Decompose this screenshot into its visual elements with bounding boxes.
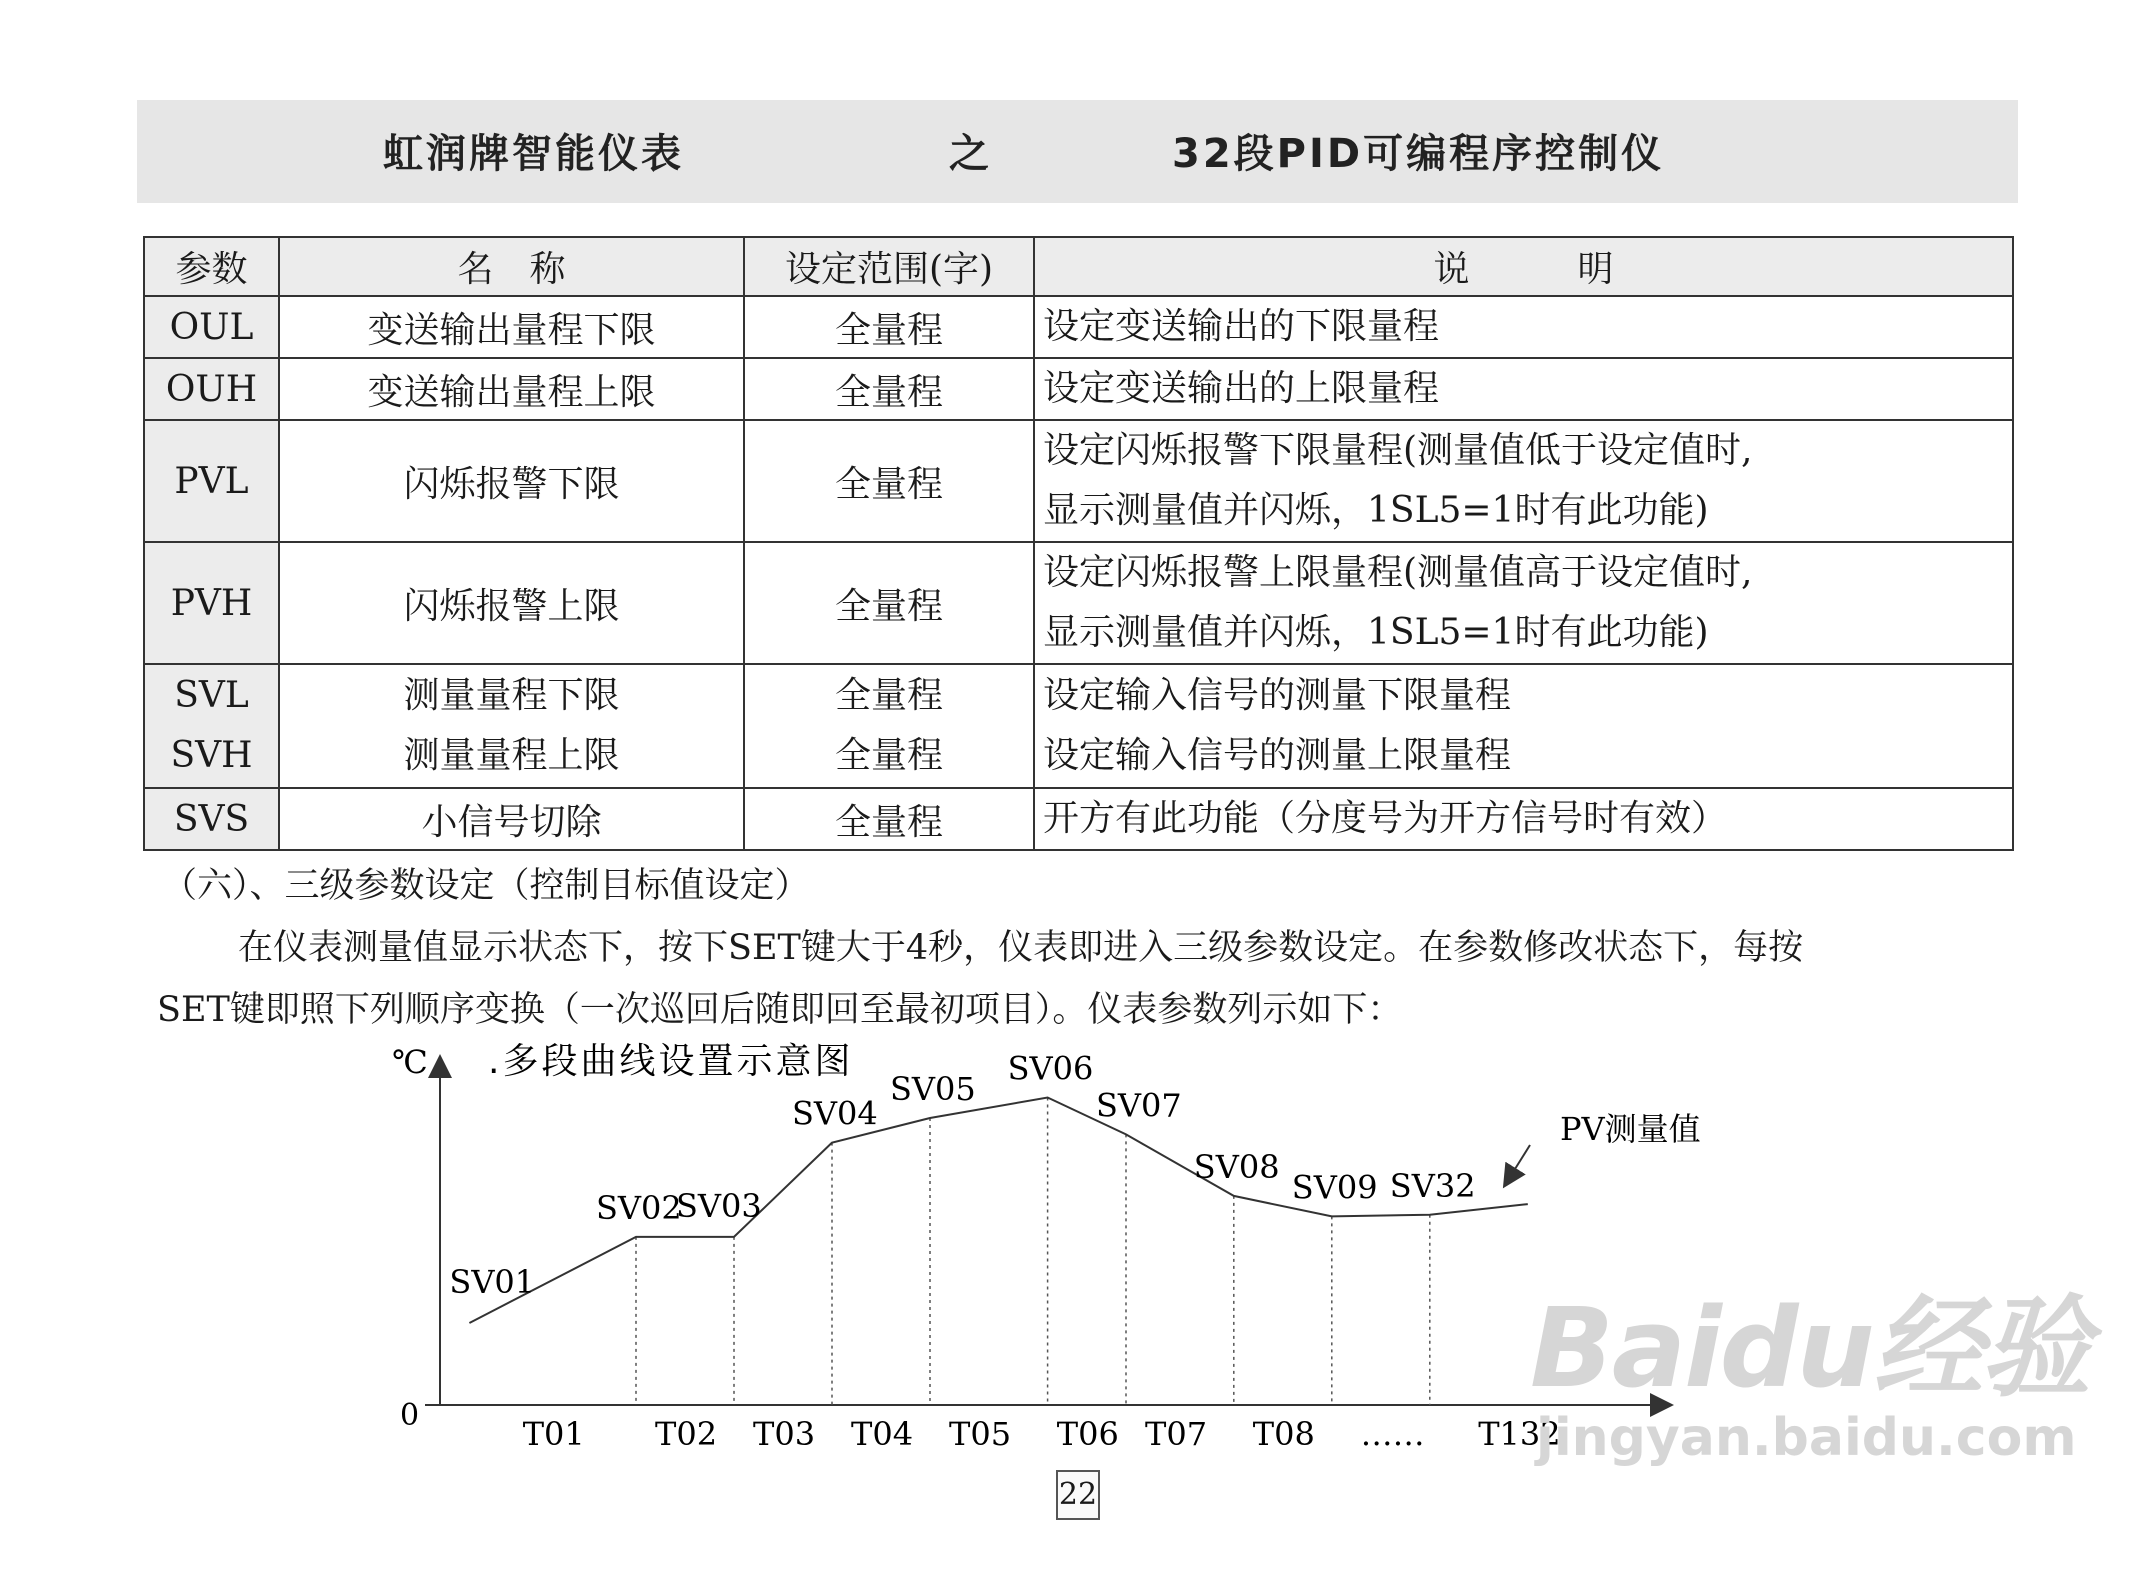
x-axis-label: T132	[1478, 1415, 1561, 1453]
x-axis-label: T08	[1252, 1415, 1315, 1453]
param-code: PVL	[144, 420, 279, 542]
watermark	[1530, 1260, 2089, 1468]
table-row	[144, 420, 2013, 542]
page-header	[137, 100, 2018, 203]
param-name-line: 测量量程上限	[403, 735, 620, 776]
body-line: 在仪表测量值显示状态下，按下SET键大于4秒，仪表即进入三级参数设定。在参数修改状态下，每按	[238, 928, 1804, 968]
point-label: SV03	[676, 1186, 762, 1225]
x-axis-label: T07	[1145, 1415, 1208, 1453]
point-label: SV04	[792, 1094, 878, 1133]
point-label: SV06	[1007, 1049, 1094, 1088]
table-row	[144, 542, 2013, 664]
watermark-url: jingyan.baidu.com	[1536, 1408, 2077, 1468]
origin-label: 0	[400, 1398, 420, 1433]
desc-line: 显示测量值并闪烁，1SL5=1时有此功能)	[1043, 490, 1709, 531]
parameter-table	[143, 236, 2014, 851]
pv-annotation: PV测量值	[1560, 1110, 1701, 1148]
x-axis-label: T01	[522, 1415, 585, 1453]
param-name: 小信号切除	[279, 788, 744, 850]
param-code	[144, 664, 279, 788]
x-axis-label: T06	[1056, 1415, 1119, 1453]
x-axis-label: T02	[655, 1415, 718, 1453]
column-header: 参数	[144, 237, 279, 296]
column-header: 说 明	[1034, 237, 2013, 296]
param-desc	[1034, 664, 2013, 788]
desc-line: 设定输入信号的测量下限量程	[1043, 675, 1512, 716]
column-header: 名 称	[279, 237, 744, 296]
param-name-line: 测量量程下限	[403, 675, 620, 716]
param-name: 闪烁报警下限	[279, 420, 744, 542]
table-row	[144, 358, 2013, 420]
param-range: 全量程	[744, 296, 1034, 358]
table-row	[144, 788, 2013, 850]
chart-title: .多段曲线设置示意图	[488, 1041, 854, 1082]
param-range: 全量程	[744, 420, 1034, 542]
body-line: SET键即照下列顺序变换（一次巡回后随即回至最初项目）。仪表参数列示如下：	[157, 990, 1403, 1030]
param-name: 闪烁报警上限	[279, 542, 744, 664]
pv-arrow	[1505, 1145, 1530, 1185]
param-code-line: SVH	[170, 735, 253, 776]
param-name	[279, 664, 744, 788]
x-axis-label: T05	[949, 1415, 1012, 1453]
header-product: 32段PID可编程序控制仪	[1172, 131, 1665, 177]
param-code: PVH	[144, 542, 279, 664]
param-name: 变送输出量程上限	[279, 358, 744, 420]
point-label: SV07	[1096, 1086, 1182, 1125]
param-desc: 开方有此功能（分度号为开方信号时有效）	[1034, 788, 2013, 850]
param-desc	[1034, 420, 2013, 542]
param-name: 变送输出量程下限	[279, 296, 744, 358]
param-code: OUH	[144, 358, 279, 420]
param-range-line: 全量程	[834, 735, 943, 776]
param-range-line: 全量程	[834, 675, 943, 716]
header-brand: 虹润牌智能仪表	[383, 131, 684, 177]
page-number: 22	[1056, 1470, 1100, 1520]
param-desc: 设定变送输出的下限量程	[1034, 296, 2013, 358]
point-label: SV05	[890, 1070, 976, 1108]
point-label: SV01	[449, 1263, 536, 1301]
param-range: 全量程	[744, 542, 1034, 664]
param-desc	[1034, 542, 2013, 664]
desc-line: 设定闪烁报警上限量程(测量值高于设定值时,	[1043, 552, 1753, 593]
x-axis-label: T03	[753, 1415, 816, 1453]
param-code: OUL	[144, 296, 279, 358]
column-header: 设定范围(字)	[744, 237, 1034, 296]
param-range: 全量程	[744, 788, 1034, 850]
x-axis-label: ……	[1360, 1415, 1425, 1453]
x-axis-label: T04	[851, 1415, 914, 1453]
segment-curve-chart	[380, 1040, 1710, 1460]
section-heading: （六）、三级参数设定（控制目标值设定）	[162, 866, 810, 906]
desc-line: 设定闪烁报警下限量程(测量值低于设定值时,	[1043, 430, 1753, 471]
point-label: SV32	[1389, 1166, 1476, 1205]
param-desc: 设定变送输出的上限量程	[1034, 358, 2013, 420]
desc-line: 显示测量值并闪烁，1SL5=1时有此功能)	[1043, 612, 1709, 653]
table-row	[144, 664, 2013, 788]
point-label: SV09	[1291, 1168, 1378, 1207]
param-range: 全量程	[744, 358, 1034, 420]
param-range	[744, 664, 1034, 788]
table-header-row	[144, 237, 2013, 296]
param-code-line: SVL	[174, 675, 249, 716]
header-connector: 之	[949, 131, 992, 177]
point-label: SV02	[596, 1188, 682, 1227]
watermark-logo: Baidu经验	[1530, 1284, 2089, 1412]
point-label: SV08	[1193, 1147, 1280, 1186]
y-axis-label: ℃	[392, 1043, 428, 1081]
table-row	[144, 296, 2013, 358]
desc-line: 设定输入信号的测量上限量程	[1043, 735, 1512, 776]
param-code: SVS	[144, 788, 279, 850]
